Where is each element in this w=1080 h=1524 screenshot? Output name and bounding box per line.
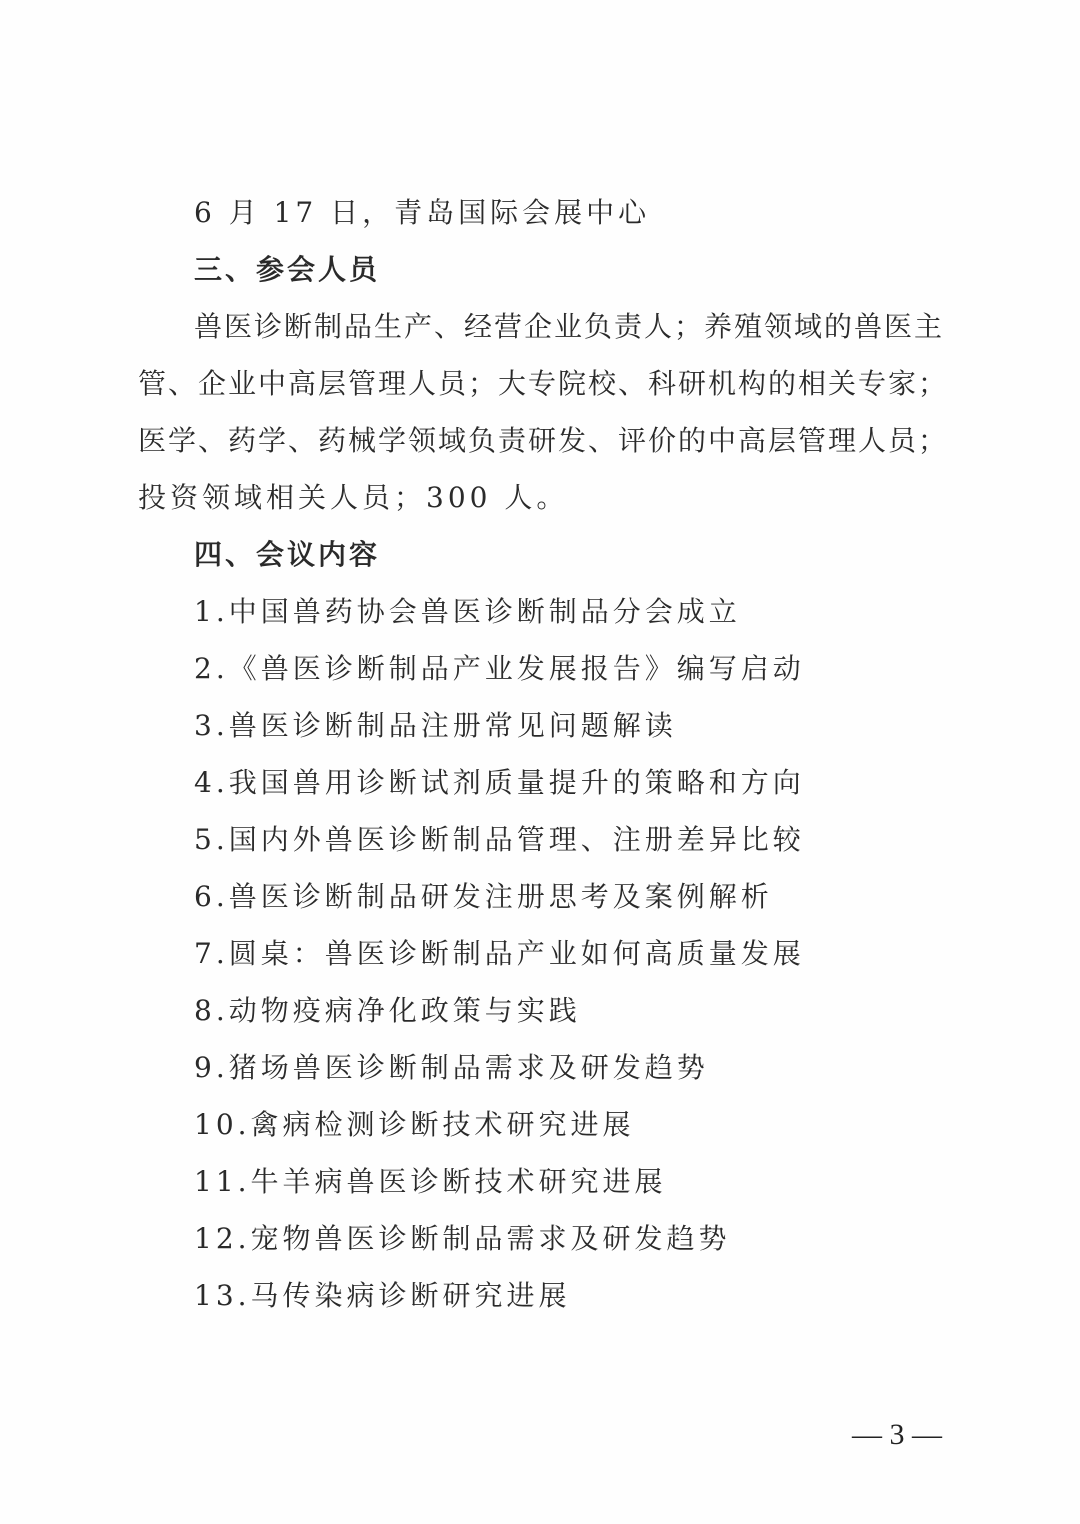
section-heading-attendees: 三、参会人员 [194,253,381,286]
attendees-paragraph-line-2: 管、企业中高层管理人员；大专院校、科研机构的相关专家； [138,367,949,400]
attendees-paragraph-line-1: 兽医诊断制品生产、经营企业负责人；养殖领域的兽医主 [194,310,945,343]
agenda-item: 7.圆桌：兽医诊断制品产业如何高质量发展 [194,937,805,970]
meeting-date-location: 6 月 17 日，青岛国际会展中心 [194,196,651,229]
agenda-item: 5.国内外兽医诊断制品管理、注册差异比较 [194,823,805,856]
agenda-item: 4.我国兽用诊断试剂质量提升的策略和方向 [194,766,805,799]
agenda-item: 11.牛羊病兽医诊断技术研究进展 [194,1165,667,1198]
agenda-item: 3.兽医诊断制品注册常见问题解读 [194,709,677,742]
section-heading-meeting-content: 四、会议内容 [194,538,381,571]
attendees-paragraph-line-4: 投资领域相关人员；300 人。 [138,481,569,514]
page-number: — 3 — [852,1418,942,1451]
agenda-item: 8.动物疫病净化政策与实践 [194,994,581,1027]
agenda-item: 13.马传染病诊断研究进展 [194,1279,571,1312]
agenda-item: 10.禽病检测诊断技术研究进展 [194,1108,635,1141]
agenda-item: 9.猪场兽医诊断制品需求及研发趋势 [194,1051,709,1084]
agenda-item: 1.中国兽药协会兽医诊断制品分会成立 [194,595,741,628]
agenda-item: 6.兽医诊断制品研发注册思考及案例解析 [194,880,773,913]
attendees-paragraph-line-3: 医学、药学、药械学领域负责研发、评价的中高层管理人员； [138,424,949,457]
agenda-item: 2.《兽医诊断制品产业发展报告》编写启动 [194,652,805,685]
agenda-item: 12.宠物兽医诊断制品需求及研发趋势 [194,1222,731,1255]
